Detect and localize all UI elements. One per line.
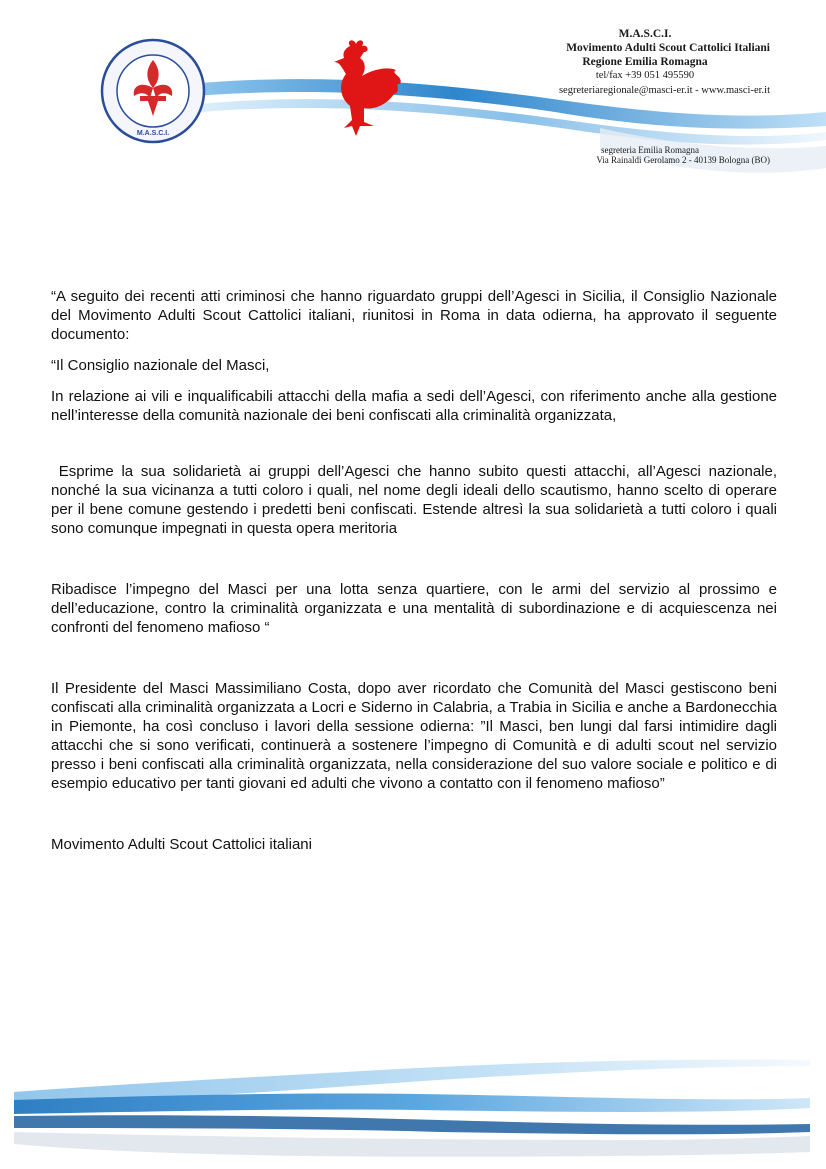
paragraph-consiglio: “Il Consiglio nazionale del Masci, [51,357,270,374]
signature: Movimento Adulti Scout Cattolici italiani [51,836,312,853]
organization-header [410,27,770,98]
paragraph-ribadisce: Ribadisce l’impegno del Masci per una lotta senza quartiere, con le armi del servizio al prossimo e dell’educazione, contro la criminalità organizzata e una mentalità di subordinazione e di acquiescenza nei confronti del fenomeno mafioso “ [51,581,777,636]
paragraph-relazione: In relazione ai vili e inqualificabili attacchi della mafia a sedi dell’Agesci, con riferimento anche alla gestione nell’interesse della comunità nazionale dei beni confiscati alla criminalità organizzata, [51,388,777,424]
org-region: Regione Emilia Romagna [582,56,708,68]
secretariat-address [470,145,770,165]
org-abbreviation: M.A.S.C.I. [618,28,672,40]
secretariat-label: segreteria Emilia Romagna [601,145,699,155]
org-email-web: segreteriaregionale@masci-er.it - www.masci-er.it [558,85,770,96]
paragraph-presidente: Il Presidente del Masci Massimiliano Costa, dopo aver ricordato che Comunità del Masci gestiscono beni confiscati alla criminalità organizzata a Locri e Siderno in Calabria, a Trabia in Sicilia e anche a Bardonecchia in Piemonte, ha così concluso i lavori della sessione odierna: ”Il Masci, ben lungi dal farsi intimidire dagli attacchi che si sono verificati, continuerà a sostenere l’impegno di Comunità e di adulti scout nel servizio presso i beni confiscati alla criminalità organizzata, nella considerazione del suo valore sociale e politico e di esempio educativo per tanti giovani ed adulti che vivono a contatto con il fenomeno mafioso” [51,680,777,792]
org-name: Movimento Adulti Scout Cattolici Italiani [566,42,770,54]
org-telfax: tel/fax +39 051 495590 [595,70,695,81]
paragraph-intro: “A seguito dei recenti atti criminosi che hanno riguardato gruppi dell’Agesci in Sicilia, il Consiglio Nazionale del Movimento Adulti Scout Cattolici italiani, riunitosi in Roma in data odierna, ha approvato il seguente documento: [51,288,777,343]
secretariat-street: Via Rainaldi Gerolamo 2 - 40139 Bologna (BO) [596,155,770,165]
footer-swoosh-graphic [0,1040,826,1169]
paragraph-esprime: Esprime la sua solidarietà ai gruppi dell’Agesci che hanno subito questi attacchi, all’Agesci nazionale, nonché la sua vicinanza a tutti coloro i quali, nel nome degli ideali dello scautismo, hanno scelto di operare per il bene comune gestendo i predetti beni confiscati. Estende altresì la sua solidarietà a tutti coloro i quali sono comunque impegnati in questa opera meritoria [51,463,782,537]
rooster-logo [320,36,412,140]
letter-body [51,287,782,854]
svg-text:M.A.S.C.I.: M.A.S.C.I. [136,130,170,137]
masci-seal-logo [100,38,206,144]
